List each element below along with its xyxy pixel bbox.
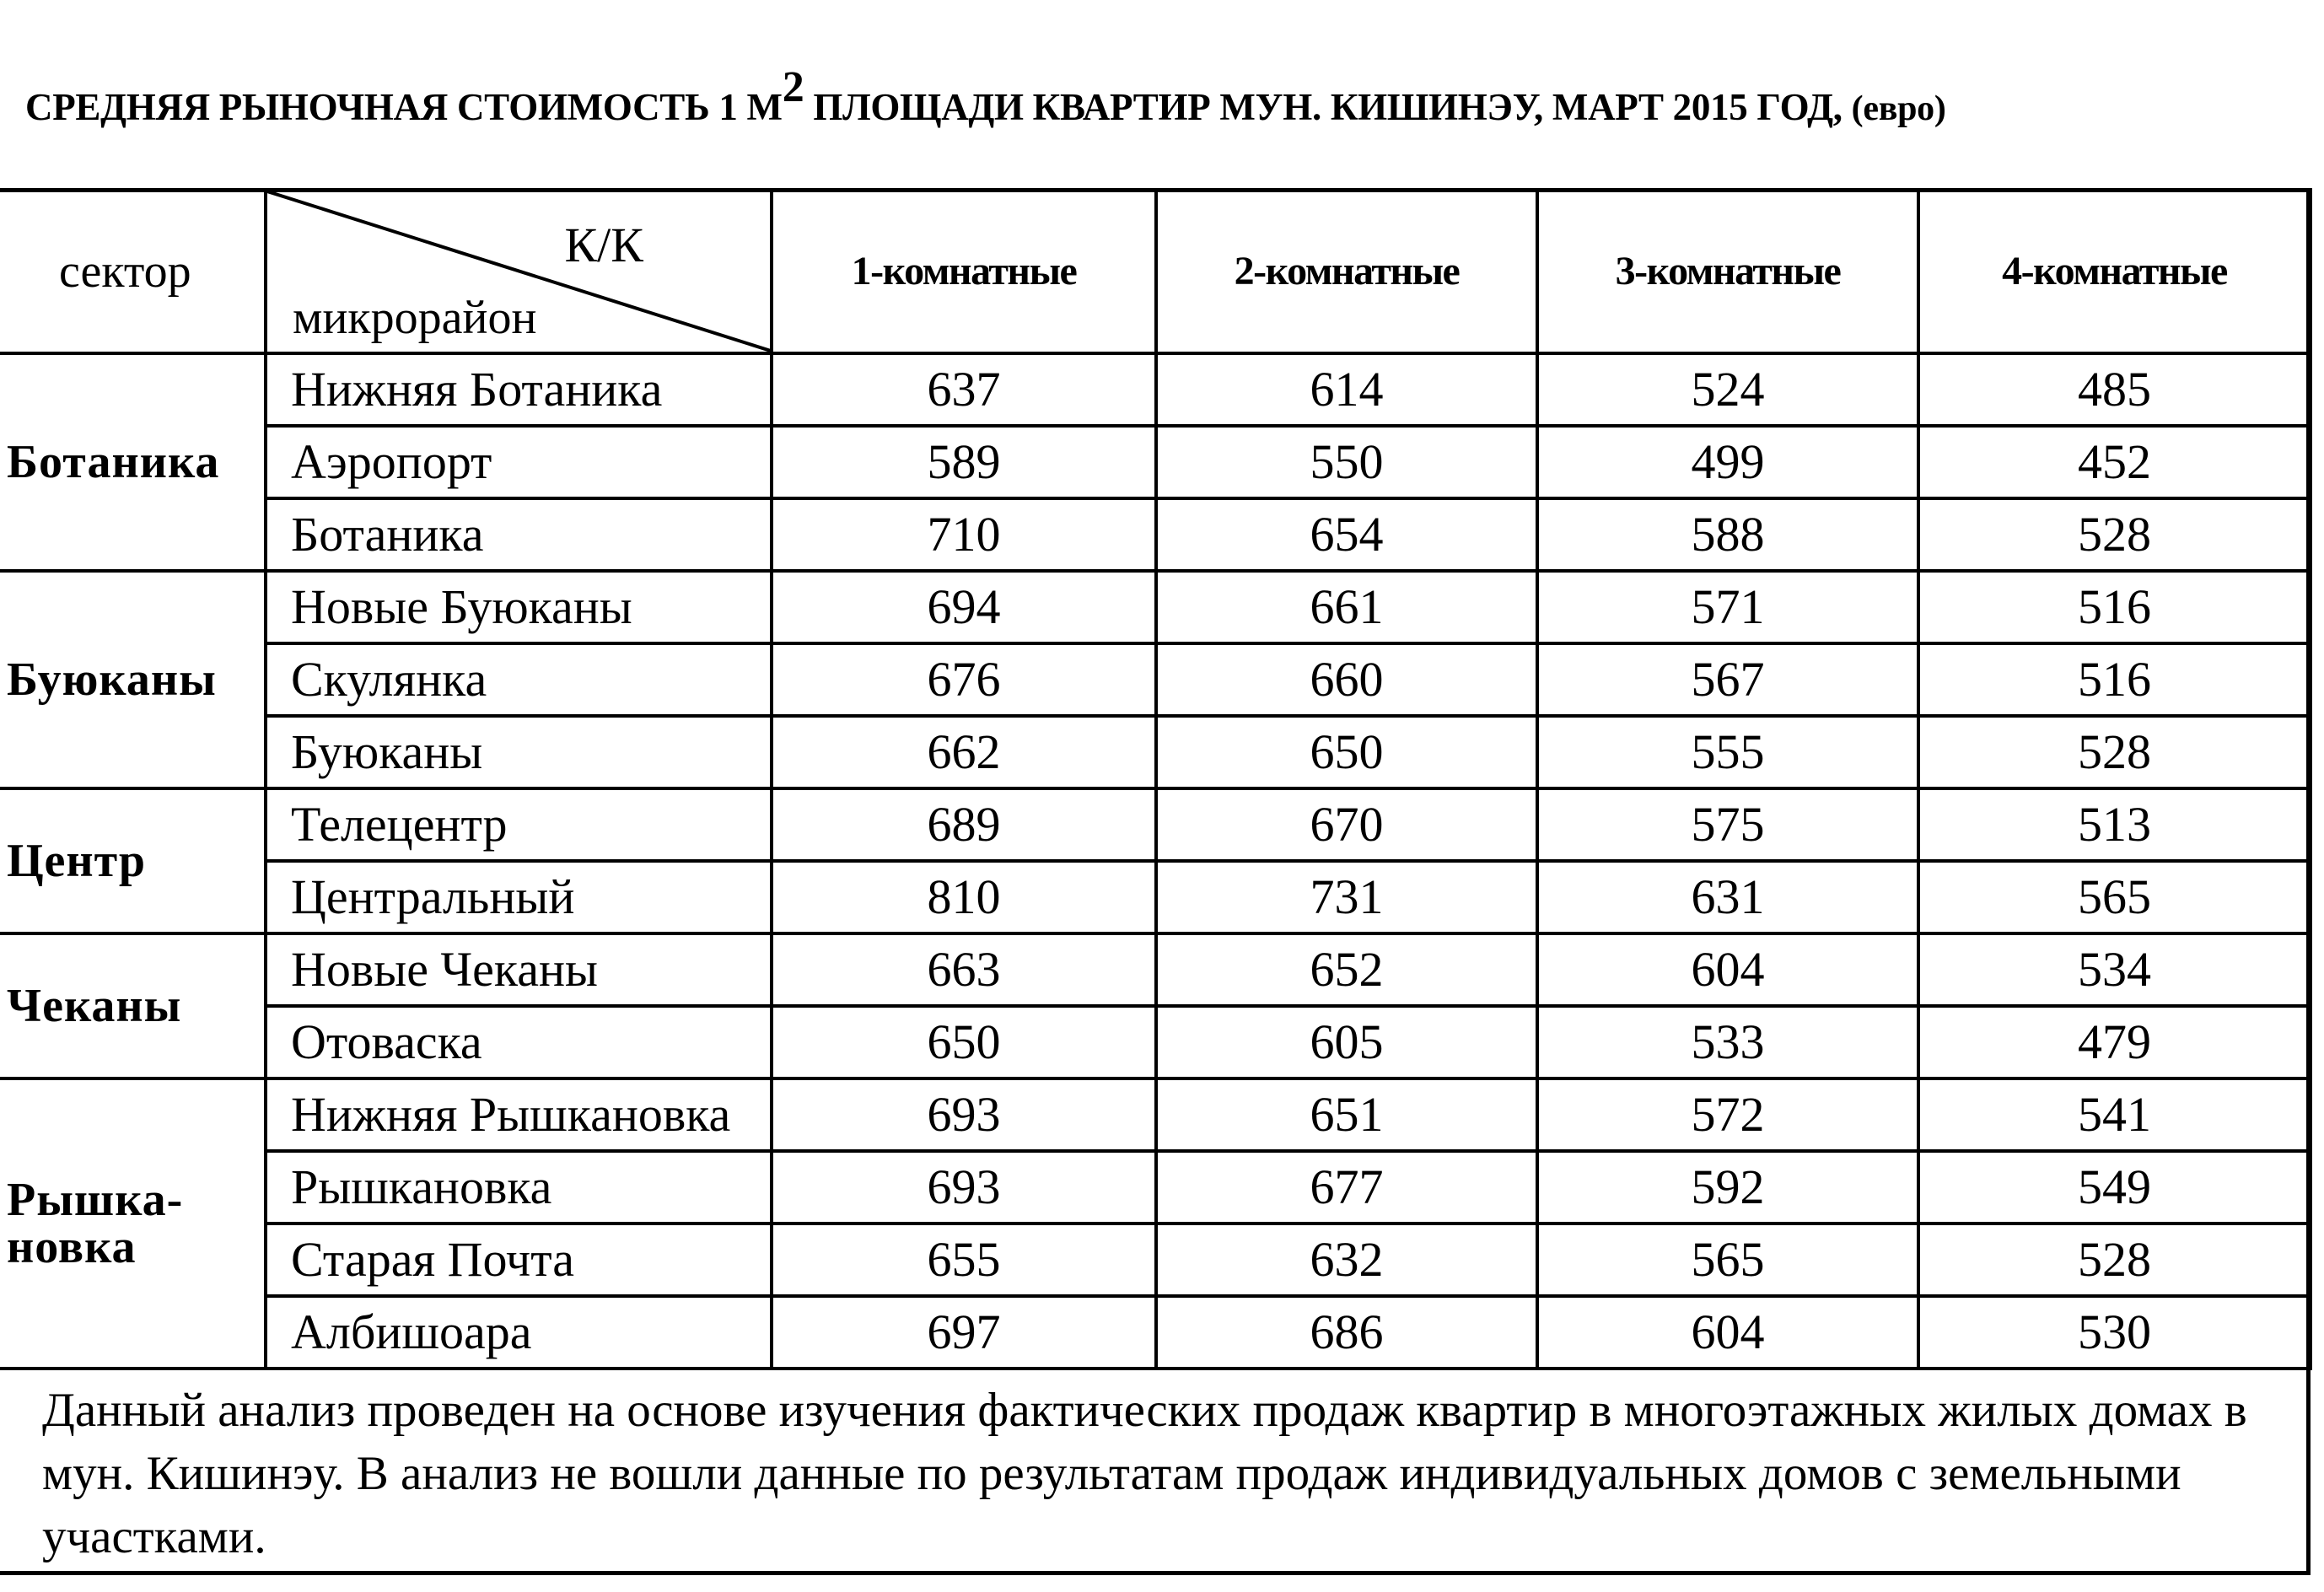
district-name: Рышкановка xyxy=(266,1151,772,1224)
table-row xyxy=(0,861,2311,933)
price-cell: 676 xyxy=(772,643,1156,716)
table-row xyxy=(0,1006,2311,1078)
price-cell: 686 xyxy=(1156,1296,1537,1369)
price-cell: 572 xyxy=(1537,1078,1918,1151)
footnote: Данный анализ проведен на основе изучения фактических продаж квартир в многоэтажных жилых домах в мун. Кишинэу. В анализ не вошли данные по результатам продаж индивидуальных домов с земельными участками. xyxy=(42,1384,2247,1563)
table-row xyxy=(0,716,2311,788)
title-main: СРЕДНЯЯ РЫНОЧНАЯ СТОИМОСТЬ 1 М xyxy=(25,86,783,128)
col-header-3-room: 3-комнатные xyxy=(1537,190,1918,353)
district-name: Аэропорт xyxy=(266,426,772,498)
price-cell: 575 xyxy=(1537,788,1918,861)
page-title xyxy=(25,63,2302,129)
table-row xyxy=(0,1078,2311,1151)
price-cell: 567 xyxy=(1537,643,1918,716)
price-cell: 565 xyxy=(1918,861,2311,933)
table-row xyxy=(0,1151,2311,1224)
price-cell: 710 xyxy=(772,498,1156,571)
sector-name: Чеканы xyxy=(0,933,266,1078)
table-row xyxy=(0,788,2311,861)
price-cell: 655 xyxy=(772,1224,1156,1296)
price-cell: 499 xyxy=(1537,426,1918,498)
district-name: Ботаника xyxy=(266,498,772,571)
price-cell: 614 xyxy=(1156,353,1537,426)
district-name: Нижняя Ботаника xyxy=(266,353,772,426)
col-header-2-room: 2-комнатные xyxy=(1156,190,1537,353)
price-cell: 524 xyxy=(1537,353,1918,426)
price-cell: 637 xyxy=(772,353,1156,426)
price-cell: 632 xyxy=(1156,1224,1537,1296)
table-row xyxy=(0,571,2311,643)
sector-name: Ботаника xyxy=(0,353,266,571)
sector-name: Центр xyxy=(0,788,266,933)
table-row xyxy=(0,1296,2311,1369)
table-row xyxy=(0,426,2311,498)
sector-name: Буюканы xyxy=(0,571,266,788)
district-name: Скулянка xyxy=(266,643,772,716)
price-cell: 513 xyxy=(1918,788,2311,861)
table-row xyxy=(0,643,2311,716)
price-cell: 694 xyxy=(772,571,1156,643)
price-cell: 530 xyxy=(1918,1296,2311,1369)
price-cell: 661 xyxy=(1156,571,1537,643)
price-cell: 592 xyxy=(1537,1151,1918,1224)
price-cell: 605 xyxy=(1156,1006,1537,1078)
district-name: Албишоара xyxy=(266,1296,772,1369)
price-cell: 452 xyxy=(1918,426,2311,498)
price-cell: 516 xyxy=(1918,571,2311,643)
price-cell: 534 xyxy=(1918,933,2311,1006)
price-table xyxy=(0,188,2312,1370)
price-cell: 810 xyxy=(772,861,1156,933)
diagonal-header-cell xyxy=(266,190,772,353)
price-cell: 516 xyxy=(1918,643,2311,716)
price-cell: 528 xyxy=(1918,716,2311,788)
table-row xyxy=(0,353,2311,426)
district-name: Нижняя Рышкановка xyxy=(266,1078,772,1151)
district-name: Буюканы xyxy=(266,716,772,788)
price-cell: 549 xyxy=(1918,1151,2311,1224)
price-cell: 689 xyxy=(772,788,1156,861)
price-cell: 650 xyxy=(772,1006,1156,1078)
table-row xyxy=(0,933,2311,1006)
title-unit: (евро) xyxy=(1851,89,1946,128)
price-cell: 589 xyxy=(772,426,1156,498)
district-name: Телецентр xyxy=(266,788,772,861)
price-cell: 588 xyxy=(1537,498,1918,571)
price-cell: 654 xyxy=(1156,498,1537,571)
col-header-1-room: 1-комнатные xyxy=(772,190,1156,353)
district-name: Новые Чеканы xyxy=(266,933,772,1006)
district-name: Центральный xyxy=(266,861,772,933)
price-cell: 650 xyxy=(1156,716,1537,788)
price-cell: 693 xyxy=(772,1151,1156,1224)
sector-name: Рышка- новка xyxy=(0,1078,266,1369)
price-cell: 479 xyxy=(1918,1006,2311,1078)
price-cell: 541 xyxy=(1918,1078,2311,1151)
price-cell: 660 xyxy=(1156,643,1537,716)
price-cell: 604 xyxy=(1537,933,1918,1006)
price-cell: 662 xyxy=(772,716,1156,788)
price-cell: 652 xyxy=(1156,933,1537,1006)
header-row xyxy=(0,190,2311,353)
price-cell: 565 xyxy=(1537,1224,1918,1296)
price-cell: 677 xyxy=(1156,1151,1537,1224)
price-cell: 528 xyxy=(1918,498,2311,571)
price-cell: 731 xyxy=(1156,861,1537,933)
price-cell: 670 xyxy=(1156,788,1537,861)
title-superscript: 2 xyxy=(782,63,804,111)
price-cell: 533 xyxy=(1537,1006,1918,1078)
title-rest: ПЛОЩАДИ КВАРТИР МУН. КИШИНЭУ, МАРТ 2015 ГОД, xyxy=(804,86,1852,128)
kk-label: К/К xyxy=(564,218,643,272)
price-cell: 663 xyxy=(772,933,1156,1006)
table-row xyxy=(0,1224,2311,1296)
price-cell: 693 xyxy=(772,1078,1156,1151)
district-name: Новые Буюканы xyxy=(266,571,772,643)
sector-header: сектор xyxy=(0,190,266,353)
price-cell: 604 xyxy=(1537,1296,1918,1369)
col-header-4-room: 4-комнатные xyxy=(1918,190,2311,353)
district-name: Отоваска xyxy=(266,1006,772,1078)
price-cell: 571 xyxy=(1537,571,1918,643)
table-row xyxy=(0,498,2311,571)
price-cell: 697 xyxy=(772,1296,1156,1369)
price-cell: 550 xyxy=(1156,426,1537,498)
microdistrict-label: микрорайон xyxy=(293,292,537,344)
price-cell: 485 xyxy=(1918,353,2311,426)
price-cell: 555 xyxy=(1537,716,1918,788)
price-cell: 528 xyxy=(1918,1224,2311,1296)
price-cell: 651 xyxy=(1156,1078,1537,1151)
price-cell: 631 xyxy=(1537,861,1918,933)
district-name: Старая Почта xyxy=(266,1224,772,1296)
